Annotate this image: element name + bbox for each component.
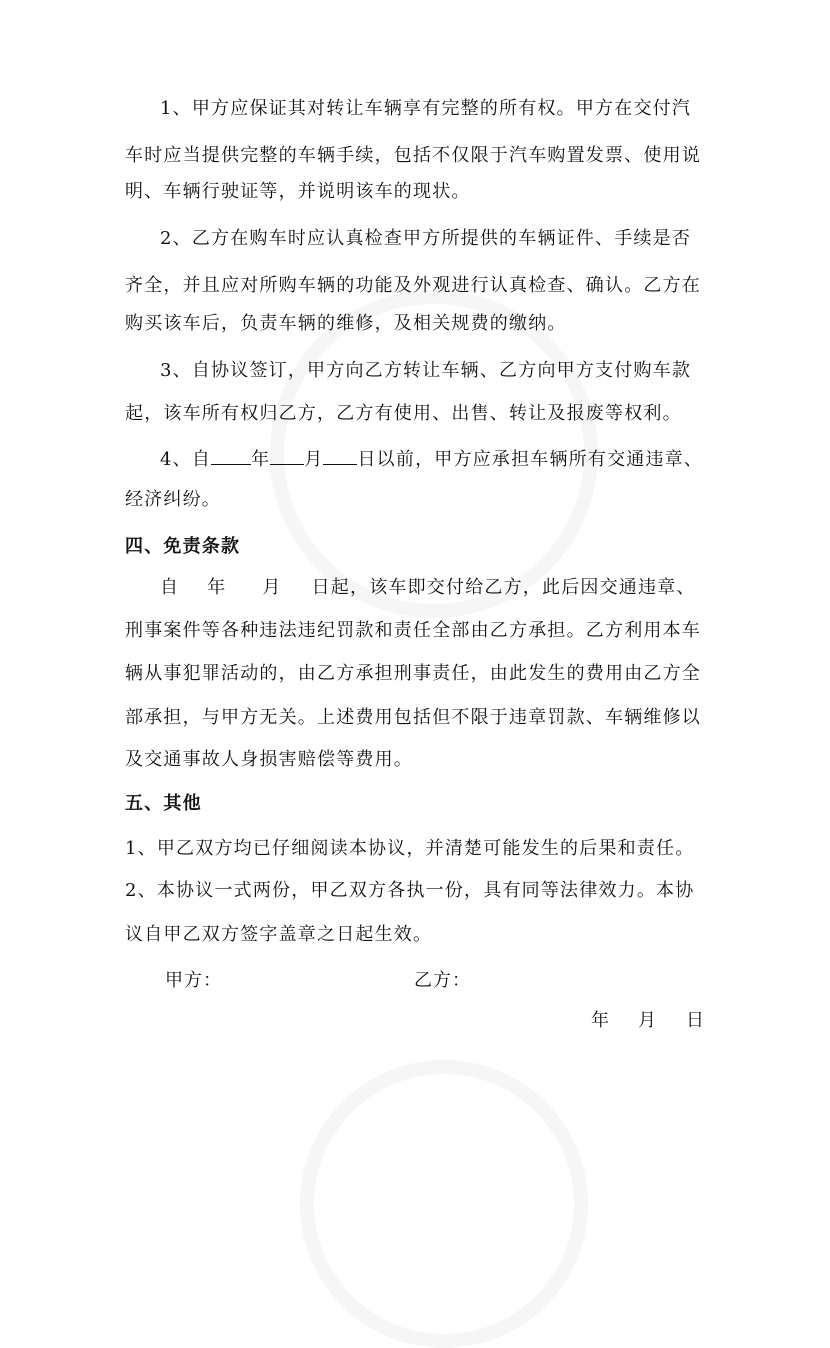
signature-year: 年 <box>591 1010 609 1031</box>
section-4-heading: 四、免责条款 <box>125 536 241 557</box>
section-4-line-1 <box>160 573 696 603</box>
signature-day: 日 <box>686 1010 704 1031</box>
clause-3-line-2: 起，该车所有权归乙方，乙方有使用、出售、转让及报废等权利。 <box>125 403 682 424</box>
section-4-year: 年 <box>207 577 227 598</box>
month-blank <box>270 444 304 465</box>
party-b-signature-label: 乙方： <box>414 970 471 991</box>
section-4-rest: 日起，该车即交付给乙方，此后因交通违章、 <box>311 577 696 598</box>
section-4-line-3: 辆从事犯罪活动的，由乙方承担刑事责任，由此发生的费用由乙方全 <box>125 663 701 684</box>
section-5-item-1: 1、甲乙双方均已仔细阅读本协议，并清楚可能发生的后果和责任。 <box>125 838 695 859</box>
party-a-signature-label: 甲方： <box>165 970 222 991</box>
watermark-seal-bottom <box>300 1060 588 1348</box>
clause-4-line-1 <box>160 444 703 475</box>
section-5-item-2-line-2: 议自甲乙双方签字盖章之日起生效。 <box>125 924 433 945</box>
year-blank <box>211 444 251 465</box>
section-4-month: 月 <box>262 577 282 598</box>
clause-4-suffix: 日以前，甲方应承担车辆所有交通违章、 <box>357 449 704 470</box>
section-4-line-5: 及交通事故人身损害赔偿等费用。 <box>125 749 413 770</box>
clause-2-line-2: 齐全，并且应对所购车辆的功能及外观进行认真检查、确认。乙方在 <box>125 275 701 296</box>
signature-month: 月 <box>638 1010 656 1031</box>
clause-3-line-1: 3、自协议签订，甲方向乙方转让车辆、乙方向甲方支付购车款 <box>160 360 692 381</box>
clause-2-line-1: 2、乙方在购车时应认真检查甲方所提供的车辆证件、手续是否 <box>160 228 692 249</box>
clause-4-year: 年 <box>251 449 271 470</box>
clause-1-line-2: 车时应当提供完整的车辆手续，包括不仅限于汽车购置发票、使用说 <box>125 145 701 166</box>
clause-2-line-3: 购买该车后，负责车辆的维修，及相关规费的缴纳。 <box>125 313 567 334</box>
section-4-self: 自 <box>160 577 180 598</box>
clause-1-line-3: 明、车辆行驶证等，并说明该车的现状。 <box>125 181 471 202</box>
section-5-item-2-line-1: 2、本协议一式两份，甲乙双方各执一份，具有同等法律效力。本协 <box>125 880 695 901</box>
section-4-line-4: 部承担，与甲方无关。上述费用包括但不限于违章罚款、车辆维修以 <box>125 707 701 728</box>
section-5-heading: 五、其他 <box>125 793 202 814</box>
clause-4-month: 月 <box>304 449 324 470</box>
day-blank <box>323 444 357 465</box>
clause-4-prefix: 4、自 <box>160 449 212 470</box>
clause-4-line-2: 经济纠纷。 <box>125 489 221 510</box>
clause-1-line-1: 1、甲方应保证其对转让车辆享有完整的所有权。甲方在交付汽 <box>160 98 692 119</box>
section-4-line-2: 刑事案件等各种违法违纪罚款和责任全部由乙方承担。乙方利用本车 <box>125 620 701 641</box>
